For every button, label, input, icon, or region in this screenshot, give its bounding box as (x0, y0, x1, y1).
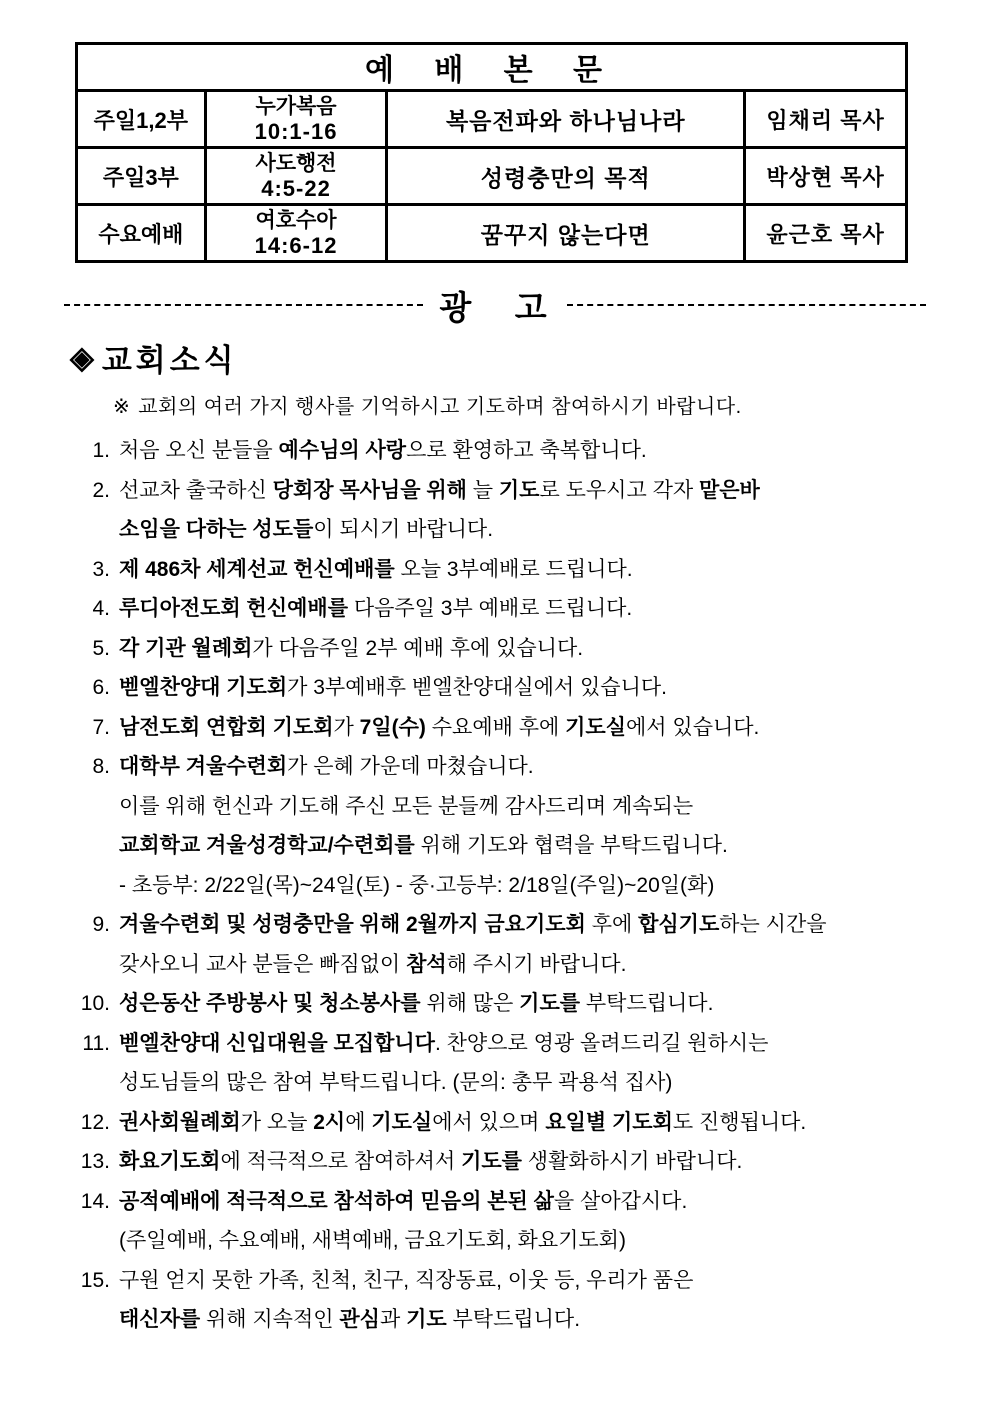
preacher-cell: 임채리 목사 (745, 91, 907, 148)
item-lines (119, 629, 972, 669)
item-text: 가 (333, 715, 360, 739)
scripture-verse: 4:5-22 (261, 176, 331, 201)
item-text: (주일예배, 수요예배, 새벽예배, 금요기도회, 화요기도회) (119, 1229, 626, 1252)
note-text: 교회의 여러 가지 행사를 기억하시고 기도하며 참여하시기 바랍니다. (138, 396, 742, 418)
item-number: 7. (92, 715, 110, 739)
scripture-book: 여호수아 (255, 209, 337, 232)
list-item (63, 668, 972, 708)
church-news-header (70, 335, 992, 380)
item-text-bold: 요일별 기도회 (545, 1110, 673, 1134)
item-text: 으로 환영하고 축복합니다. (406, 439, 647, 462)
divider-dash-right (567, 304, 926, 306)
item-lines (119, 1142, 972, 1182)
service-cell: 주일3부 (77, 148, 206, 205)
item-line (119, 510, 972, 550)
list-item (63, 471, 972, 550)
item-line (119, 984, 972, 1024)
list-item (63, 550, 972, 590)
item-text: 선교차 출국하신 (119, 478, 273, 502)
item-text: 다음주일 3부 예배로 드립니다. (347, 597, 633, 620)
item-text: 처음 오신 분들을 (119, 439, 279, 462)
item-text-bold: 기도를 (461, 1150, 522, 1173)
item-text: 갖사오니 교사 분들은 빠짐없이 (119, 952, 407, 976)
item-text: 부탁드립니다. (580, 992, 714, 1015)
item-text-bold: 각 기관 월례회 (119, 636, 253, 660)
sermon-title-cell: 꿈꾸지 않는다면 (387, 205, 745, 262)
item-line (119, 1024, 972, 1064)
item-line (119, 1221, 972, 1261)
item-line (119, 589, 972, 629)
item-text: 과 (379, 1308, 407, 1331)
scripture-book: 사도행전 (255, 152, 337, 175)
list-item (63, 1182, 972, 1261)
item-text: 후에 (585, 913, 639, 936)
item-text: 에서 있으며 (432, 1110, 546, 1134)
item-line (119, 431, 972, 471)
item-text-bold: 7일(수) (359, 715, 426, 739)
sermon-title-cell: 성령충만의 목적 (387, 148, 745, 205)
table-row (77, 205, 907, 262)
preacher-cell: 윤근호 목사 (745, 205, 907, 262)
item-text: 가 3부예배후 벧엘찬양대실에서 있습니다. (287, 676, 668, 699)
item-text: - 초등부: 2/22일(목)~24일(토) - 중·고등부: 2/18일(주일)~20일(화) (119, 873, 715, 897)
item-number: 1. (92, 439, 110, 462)
item-text-bold: 제 486차 세계선교 헌신예배를 (119, 557, 395, 581)
item-text-bold: 겨울수련회 및 성령충만을 위해 2월까지 금요기도회 (119, 913, 586, 936)
item-text-bold: 교회학교 겨울성경학교/수련회를 (119, 834, 415, 857)
item-number: 15. (80, 1268, 110, 1292)
item-text: 위해 많은 (420, 992, 520, 1015)
scripture-cell (205, 205, 387, 262)
item-text: 가 다음주일 2부 예배 후에 있습니다. (252, 636, 584, 660)
list-item (63, 1024, 972, 1103)
item-number: 6. (92, 676, 110, 699)
item-lines (119, 589, 972, 629)
item-text-bold: 공적예배에 적극적으로 참석하여 믿음의 본된 삶 (119, 1189, 554, 1213)
item-text-bold: 기도를 (519, 992, 581, 1015)
item-number: 13. (80, 1150, 110, 1173)
announcements-title: 광 고 (439, 288, 551, 326)
item-text-bold: 당회장 목사님을 위해 (272, 478, 467, 502)
list-item (63, 1261, 972, 1340)
item-line (119, 945, 972, 985)
item-number: 11. (82, 1031, 110, 1055)
news-list (63, 431, 972, 1340)
item-text: 부탁드립니다. (446, 1308, 581, 1331)
item-text: 생활화하시기 바랍니다. (521, 1150, 743, 1173)
item-text: 도 진행됩니다. (672, 1110, 807, 1134)
item-text: 수요예배 후에 (425, 715, 566, 739)
list-item (63, 747, 972, 905)
item-line (119, 747, 972, 787)
service-cell: 주일1,2부 (77, 91, 206, 148)
list-item (63, 984, 972, 1024)
item-line (119, 471, 972, 511)
item-lines (119, 1182, 972, 1261)
church-news-title: 교회소식 (101, 343, 238, 378)
item-number: 3. (92, 557, 110, 581)
scripture-cell (205, 148, 387, 205)
item-text-bold: 벧엘찬양대 기도회 (119, 676, 288, 699)
reference-mark-icon: ※ (113, 396, 131, 418)
item-text: 구원 얻지 못한 가족, 친척, 친구, 직장동료, 이웃 등, 우리가 품은 (119, 1268, 694, 1292)
item-text: 로 도우시고 각자 (539, 478, 699, 502)
item-lines (119, 905, 972, 984)
worship-table-title: 예 배 본 문 (77, 44, 907, 91)
item-line (119, 866, 972, 906)
item-text-bold: 대학부 겨울수련회 (119, 755, 288, 778)
item-line (119, 1103, 972, 1143)
worship-table-body (77, 91, 907, 262)
item-line (119, 1261, 972, 1301)
item-lines (119, 431, 972, 471)
scripture-verse: 14:6-12 (254, 233, 338, 258)
item-text: . 찬양으로 영광 올려드리길 원하시는 (434, 1031, 769, 1055)
item-lines (119, 708, 972, 748)
sermon-title-cell: 복음전파와 하나님나라 (387, 91, 745, 148)
item-text-bold: 기도 (498, 478, 540, 502)
item-number: 2. (92, 478, 110, 502)
item-number: 9. (92, 913, 110, 936)
item-text-bold: 관심 (339, 1308, 380, 1331)
item-number: 4. (92, 597, 110, 620)
item-line (119, 668, 972, 708)
item-line (119, 826, 972, 866)
item-lines (119, 471, 972, 550)
item-lines (119, 1261, 972, 1340)
item-text: 에서 있습니다. (626, 715, 760, 739)
item-text: 가 오늘 (240, 1110, 314, 1134)
item-text-bold: 권사회월례회 (119, 1110, 241, 1134)
item-text-bold: 성은동산 주방봉사 및 청소봉사를 (119, 992, 421, 1015)
scripture-book: 누가복음 (255, 95, 337, 118)
item-number: 14. (80, 1189, 110, 1213)
worship-scripture-table (75, 42, 908, 263)
item-lines (119, 984, 972, 1024)
item-text: 에 (345, 1110, 372, 1134)
item-text: 늘 (466, 478, 499, 502)
item-line (119, 1063, 972, 1103)
table-row (77, 148, 907, 205)
item-text-bold: 예수님의 사랑 (278, 439, 407, 462)
item-line (119, 905, 972, 945)
list-item (63, 1103, 972, 1143)
item-text: 오늘 3부예배로 드립니다. (394, 557, 633, 581)
list-item (63, 431, 972, 471)
item-lines (119, 1024, 972, 1103)
item-text-bold: 기도실 (371, 1110, 433, 1134)
item-line (119, 1182, 972, 1222)
list-item (63, 629, 972, 669)
preacher-cell: 박상현 목사 (745, 148, 907, 205)
item-line (119, 629, 972, 669)
service-cell: 수요예배 (77, 205, 206, 262)
item-number: 10. (80, 992, 110, 1015)
item-text-bold: 화요기도회 (119, 1150, 221, 1173)
item-text: 해 주시기 바랍니다. (446, 952, 627, 976)
item-text-bold: 루디아전도회 헌신예배를 (119, 597, 348, 620)
list-item (63, 708, 972, 748)
table-row (77, 91, 907, 148)
item-text: 성도님들의 많은 참여 부탁드립니다. (문의: 총무 곽용석 집사) (119, 1071, 673, 1094)
item-number: 5. (92, 636, 110, 660)
item-line (119, 550, 972, 590)
divider-dash-left (64, 304, 423, 306)
item-lines (119, 668, 972, 708)
item-line (119, 1300, 972, 1340)
item-text: 위해 지속적인 (200, 1308, 340, 1331)
item-text-bold: 2시 (313, 1110, 346, 1134)
item-text-bold: 기도 (406, 1308, 447, 1331)
item-lines (119, 550, 972, 590)
scripture-cell (205, 91, 387, 148)
item-text: 이를 위해 헌신과 기도해 주신 모든 분들께 감사드리며 계속되는 (119, 794, 694, 818)
item-text: 을 살아갑시다. (553, 1189, 688, 1213)
item-text: 가 은혜 가운데 마쳤습니다. (287, 755, 534, 778)
item-text-bold: 기도실 (565, 715, 626, 739)
list-item (63, 1142, 972, 1182)
list-item (63, 905, 972, 984)
item-text: 하는 시간을 (719, 913, 827, 936)
item-line (119, 708, 972, 748)
item-lines (119, 747, 972, 905)
item-text: 이 되시기 바랍니다. (313, 518, 494, 541)
item-text-bold: 참석 (406, 952, 447, 976)
item-text-bold: 벧엘찬양대 신입대원을 모집합니다 (119, 1031, 435, 1055)
list-item (63, 589, 972, 629)
item-number: 8. (92, 755, 110, 778)
item-text-bold: 맡은바 (698, 478, 760, 502)
item-lines (119, 1103, 972, 1143)
announcements-divider (64, 287, 926, 326)
item-text-bold: 태신자를 (119, 1308, 201, 1331)
item-text-bold: 남전도회 연합회 기도회 (119, 715, 334, 739)
item-number: 12. (80, 1110, 110, 1134)
item-line (119, 1142, 972, 1182)
item-text: 위해 기도와 협력을 부탁드립니다. (414, 834, 728, 857)
scripture-verse: 10:1-16 (254, 119, 338, 144)
item-text-bold: 합심기도 (638, 913, 720, 936)
item-line (119, 787, 972, 827)
church-news-note (113, 390, 992, 419)
item-text-bold: 소임을 다하는 성도들 (119, 518, 314, 541)
worship-table-header-row (77, 44, 907, 91)
item-text: 에 적극적으로 참여하셔서 (220, 1150, 462, 1173)
diamond-icon: ◈ (70, 339, 94, 375)
